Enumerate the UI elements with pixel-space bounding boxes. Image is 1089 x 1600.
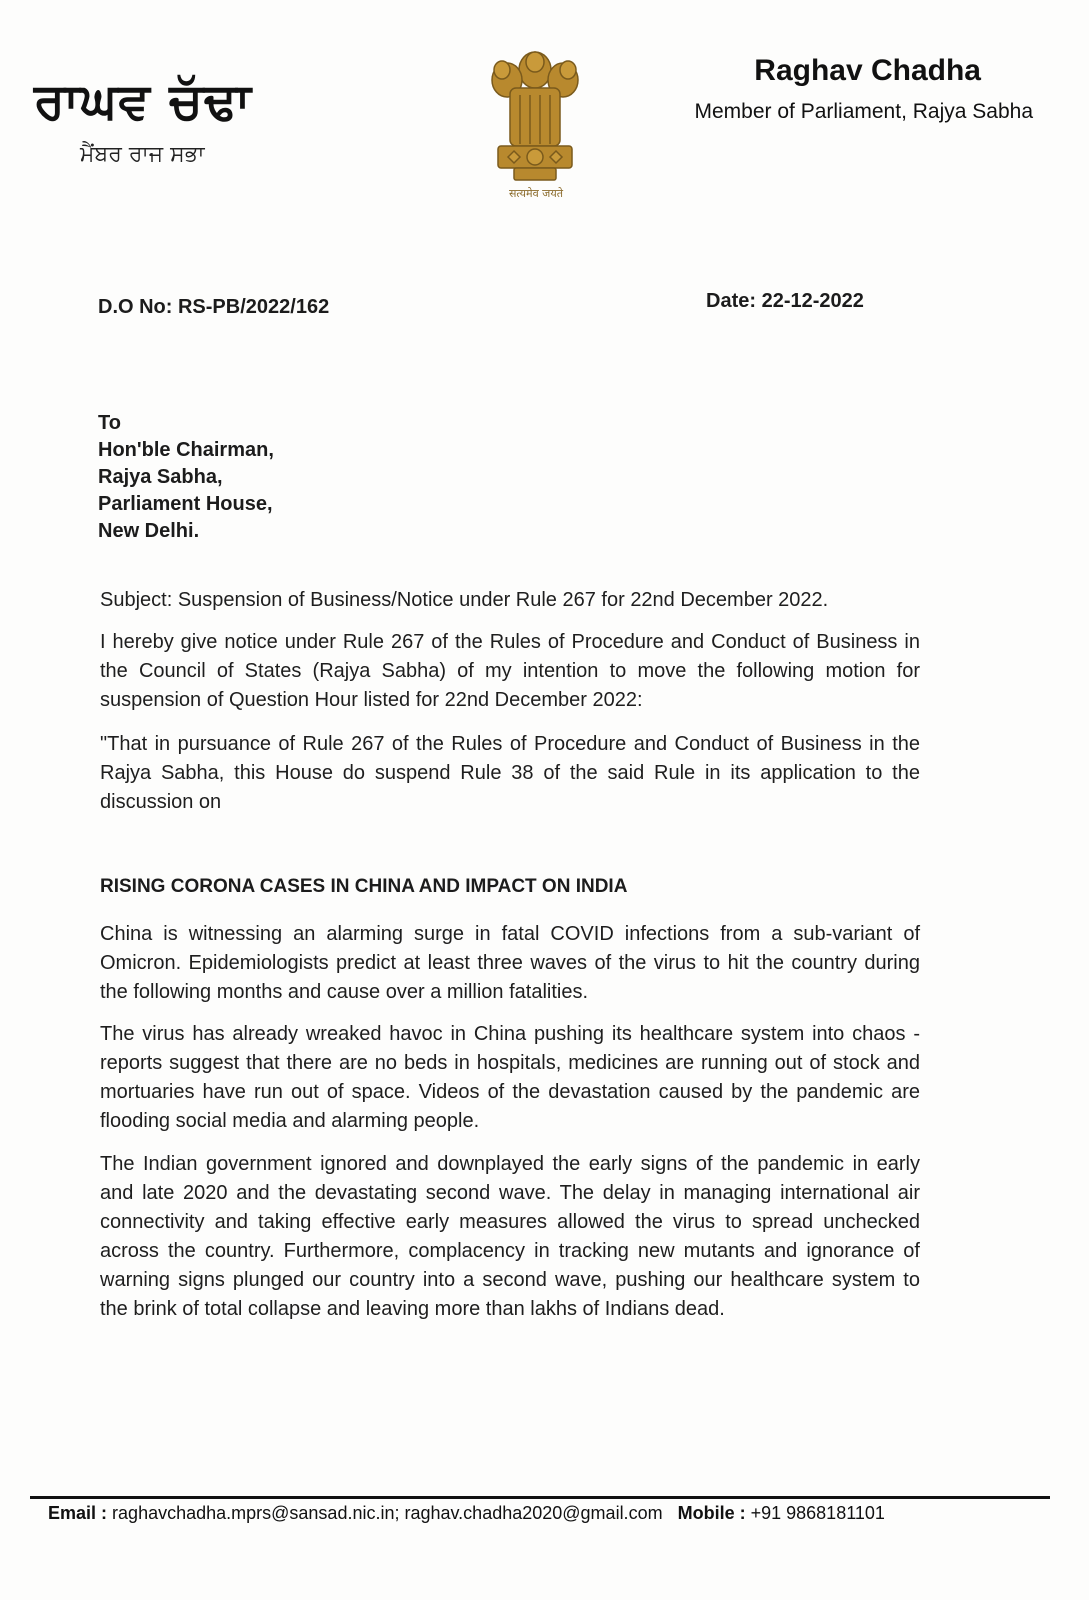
- address-line: New Delhi.: [98, 520, 200, 542]
- body-paragraph: The virus has already wreaked havoc in China pushing its healthcare system into chaos - reports suggest that there are no beds in hospitals, medicines are running out of stock and mortuaries have run out of space. Videos of the devastation caused by the pandemic are flooding social media and alarming people.: [100, 1023, 920, 1132]
- do-number: D.O No: RS-PB/2022/162: [98, 296, 330, 318]
- subject-line: Subject: Suspension of Business/Notice under Rule 267 for 22nd December 2022.: [100, 589, 829, 611]
- address-line: Rajya Sabha,: [98, 466, 223, 488]
- email-value: raghavchadha.mprs@sansad.nic.in; raghav.chadha2020@gmail.com: [112, 1503, 663, 1523]
- address-line: Hon'ble Chairman,: [98, 439, 274, 461]
- notice-paragraph: I hereby give notice under Rule 267 of the Rules of Procedure and Conduct of Business in the Council of States (Rajya Sabha) of my intention to move the following motion for suspension of Question Hour listed for 22nd December 2022:: [100, 631, 920, 711]
- discussion-heading: RISING CORONA CASES IN CHINA AND IMPACT ON INDIA: [100, 876, 628, 897]
- mobile-label: Mobile :: [677, 1503, 746, 1523]
- footer-divider: [30, 1496, 1050, 1499]
- role-punjabi: ਮੈਂਬਰ ਰਾਜ ਸਭਾ: [80, 142, 205, 167]
- national-emblem-icon: [480, 40, 590, 210]
- mp-name: Raghav Chadha: [754, 54, 981, 87]
- motion-paragraph: "That in pursuance of Rule 267 of the Rules of Procedure and Conduct of Business in the Rajya Sabha, this House do suspend Rule 38 of the said Rule in its application to the discussion on: [100, 733, 920, 813]
- address-line: Parliament House,: [98, 493, 273, 515]
- emblem-motto: सत्यमेव जयते: [508, 187, 563, 200]
- recipient-address: [98, 410, 274, 545]
- body-paragraph: The Indian government ignored and downplayed the early signs of the pandemic in early and late 2020 and the devastating second wave. The delay in managing international air connectivity and taking effective early measures allowed the virus to spread unchecked across the country. Furthermore, complacency in tracking new mutants and ignorance of warning signs plunged our country into a second wave, pushing our healthcare system to the brink of total collapse and leaving more than lakhs of Indians dead.: [100, 1153, 920, 1320]
- name-punjabi: ਰਾਘਵ ਚੱਢਾ: [34, 72, 252, 130]
- mp-role: Member of Parliament, Rajya Sabha: [694, 100, 1033, 123]
- contact-footer: [48, 1503, 885, 1524]
- mobile-value: +91 9868181101: [750, 1503, 885, 1523]
- letter-date: Date: 22-12-2022: [706, 290, 864, 312]
- email-label: Email :: [48, 1503, 108, 1523]
- body-paragraph: China is witnessing an alarming surge in fatal COVID infections from a sub-variant of Omicron. Epidemiologists predict at least three waves of the virus to hit the country during the following months and cause over a million fatalities.: [100, 923, 920, 1003]
- address-line: To: [98, 412, 121, 434]
